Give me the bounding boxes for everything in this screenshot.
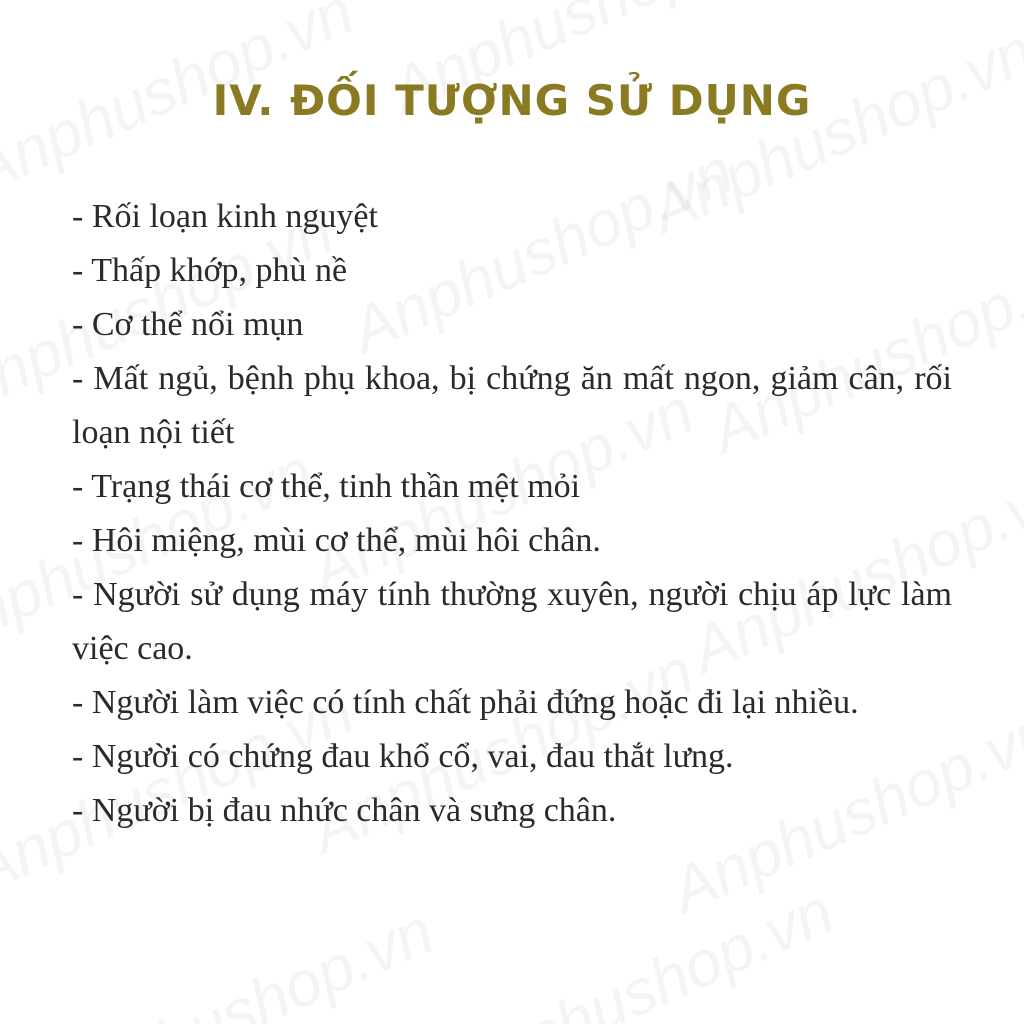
watermark-text bbox=[40, 894, 444, 1024]
page-title: IV. ĐỐI TƯỢNG SỬ DỤNG bbox=[212, 76, 812, 125]
list-item: - Người có chứng đau khổ cổ, vai, đau thắt lưng. bbox=[72, 738, 734, 775]
list-item: - Người làm việc có tính chất phải đứng hoặc đi lại nhiều. bbox=[72, 684, 859, 721]
list-item: - Trạng thái cơ thể, tinh thần mệt mỏi bbox=[72, 468, 581, 505]
list-item: - Thấp khớp, phù nề bbox=[72, 252, 348, 289]
list-item: - Rối loạn kinh nguyệt bbox=[72, 198, 378, 235]
list-item: - Mất ngủ, bệnh phụ khoa, bị chứng ăn mất ngon, giảm cân, rối loạn nội tiết bbox=[72, 360, 952, 451]
list-item: - Hôi miệng, mùi cơ thể, mùi hôi chân. bbox=[72, 522, 601, 559]
item-list bbox=[72, 190, 952, 838]
list-item: - Người sử dụng máy tính thường xuyên, người chịu áp lực làm việc cao. bbox=[72, 576, 952, 667]
list-item: - Cơ thể nổi mụn bbox=[72, 306, 304, 343]
list-item: - Người bị đau nhức chân và sưng chân. bbox=[72, 792, 617, 829]
watermark-text bbox=[440, 874, 844, 1024]
